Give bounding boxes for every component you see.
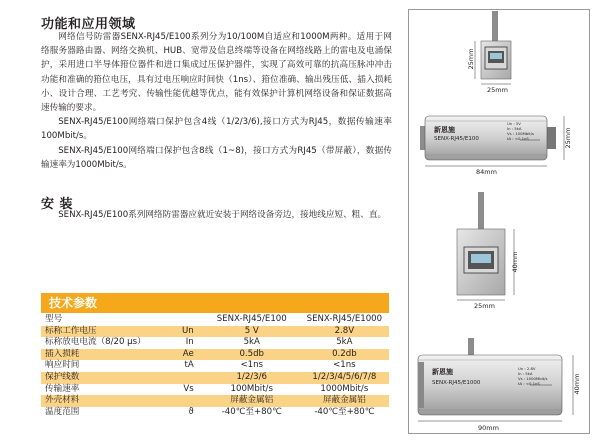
spec-cell-symbol: Un [150,326,204,338]
spec-table-title: 技术参数 [41,293,389,313]
spec-cell-v1: 5kA [204,337,300,349]
spec-cell-v2: <1ns [300,360,389,372]
dim-d1-width: 25mm [487,86,508,94]
spec-cell-v2: 1000Mbit/s [300,384,389,396]
spec-lines-2: Un : 2.8V In : 5kA Vs : 1000Mbit/s tA : <0.1nS [518,366,548,386]
spec-cell-v2: -40℃至+80℃ [300,407,389,419]
install-paragraph: SENX-RJ45/E100系列网络防雷器应就近安装于网络设备旁边，接地线应短、粗、直。 [58,210,387,220]
spec-cell-name: 外壳材料 [41,395,150,407]
spec-cell-v2: 2.8V [300,326,389,338]
spec-cell-v1: 5 V [204,326,300,338]
spec-cell-name: 保护线数 [41,372,150,384]
dim-d4-height: 40mm [573,373,581,395]
paragraph-2: SENX-RJ45/E100网络端口保护包含4线（1/2/3/6),接口方式为RJ45，数据传输速率100Mbit/s。 [41,117,392,142]
spec-cell-v1: 100Mbit/s [204,384,300,396]
spec-cell-symbol: ϑ [150,407,204,419]
dim-d3-height: 40mm [511,251,519,273]
spec-cell-v1: 0.5db [204,349,300,361]
spec-cell-v1: <1ns [204,360,300,372]
spec-cell-name: 标称放电电流（8/20 μs） [41,337,150,349]
paragraph-3: SENX-RJ45/E100网络端口保护包含8线（1~8)，接口方式为RJ45（带屏蔽），数据传输速率为1000Mbit/s。 [41,145,392,170]
paragraph-1: 网络信号防雷器SENX-RJ45/E100系列分为10/100M自适应和1000M两种。适用于网络服务器路由器、网络交换机、HUB、宽带及信息终端等设备在网络线路上的雷电及电涌保护，采用进口半导体箝位器件和进口集成过压保护器件，实现了高效可靠的抗高压脉冲冲击功能和准确的箝位电压，具有过电压响应时间快（1ns）、箝位准确、输出残压低、插入损耗小、设计合理、工艺考究、传输性能优越等优点，能有效保护计算机网络设备和保证数据高速传输的要求。 [41,32,392,114]
spec-cell-symbol: tA [150,360,204,372]
spec-cell-name: 响应时间 [41,360,150,372]
front-view-e100 [475,11,511,84]
spec-cell-symbol: Vs [150,384,204,396]
dim-d1-height: 25mm [467,48,475,70]
dim-d2-height: 25mm [564,127,572,149]
brand-label-2: 新恩施 [432,368,453,376]
spec-cell-v2: 1/2/3/4/5/6/7/8 [300,372,389,384]
spec-cell-symbol: Ae [150,349,204,361]
spec-cell-name: 标称工作电压 [41,326,150,338]
spec-cell-v1: -40℃至+80℃ [204,407,300,419]
spec-cell-v1: SENX-RJ45/E100 [204,314,300,326]
brand-label-1: 新恩施 [434,126,455,134]
spec-lines-1: Un : 5V In : 5kA Vs : 100Mbit/s tA : <0.1nS [507,121,535,141]
spec-cell-name: 传输速率 [41,384,150,396]
spec-cell-symbol: In [150,337,204,349]
spec-cell-name: 插入损耗 [41,349,150,361]
dim-d2-width: 84mm [476,168,497,176]
spec-cell-v2: 5kA [300,337,389,349]
spec-cell-v2: 0.2db [300,349,389,361]
dim-d4-width: 90mm [478,424,499,432]
spec-cell-v2: 屏蔽金属铝 [300,395,389,407]
spec-cell-v2: SENX-RJ45/E1000 [300,314,389,326]
model-label-1: SENX-RJ45/E100 [434,136,479,142]
section-title-install: 安 装 [41,197,74,212]
spec-cell-v1: 屏蔽金属铝 [204,395,300,407]
front-view-e1000 [457,192,514,300]
spec-cell-v1: 1/2/3/6 [204,372,300,384]
spec-cell-name: 型号 [41,314,150,326]
spec-cell-name: 温度范围 [41,407,150,419]
section-title-function: 功能和应用领域 [41,17,136,32]
model-label-2: SENX-RJ45/E1000 [432,380,481,386]
dim-d3-width: 25mm [474,302,495,310]
